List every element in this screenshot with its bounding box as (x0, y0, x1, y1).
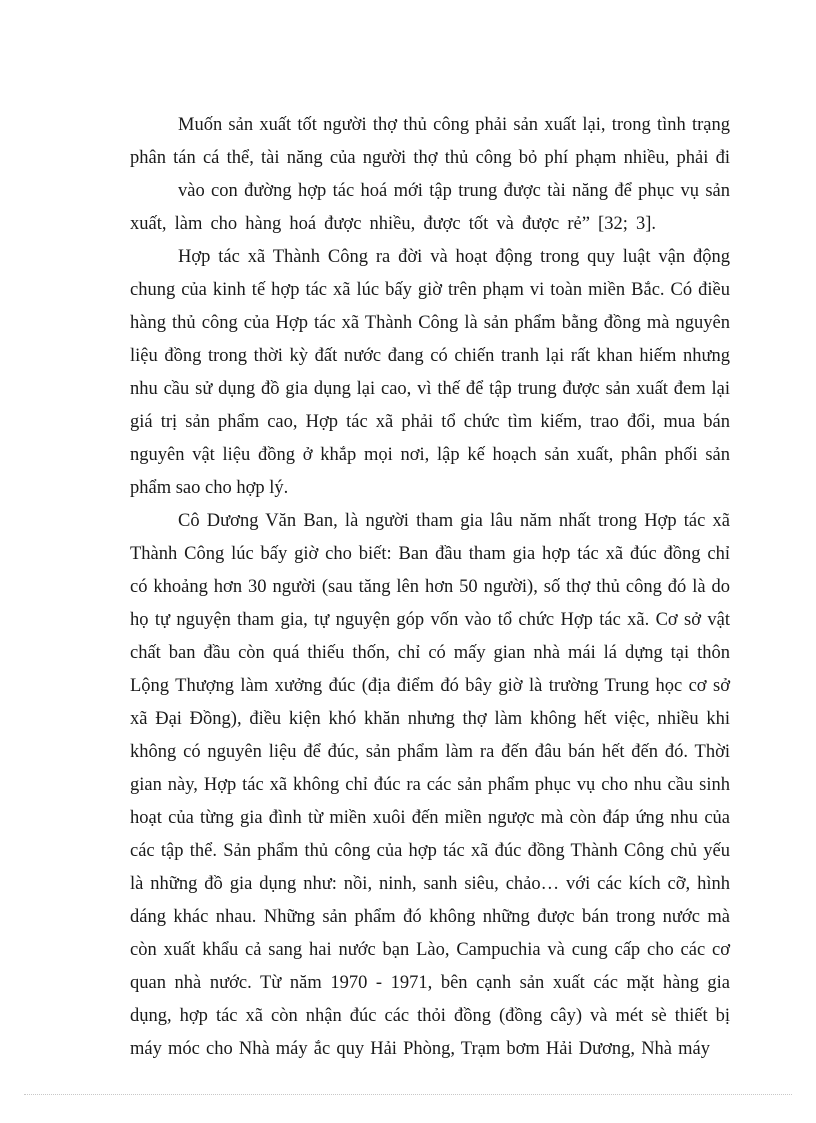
text-line: Muốn sản xuất tốt người thợ thủ công phải sản xuất lại, trong tình trạng (178, 115, 730, 135)
text-line: còn xuất khẩu cả sang hai nước bạn Lào, Campuchia và cung cấp cho các cơ (130, 940, 730, 960)
text-line: phẩm sao cho hợp lý. (130, 478, 289, 498)
text-line: chung của kinh tế hợp tác xã lúc bấy giờ trên phạm vi toàn miền Bắc. Có điều (130, 280, 730, 300)
page-bottom-divider (24, 1094, 792, 1095)
text-line: không có nguyên liệu để đúc, sản phẩm làm ra đến đâu bán hết đến đó. Thời (130, 742, 730, 762)
text-line: quan nhà nước. Từ năm 1970 - 1971, bên cạnh sản xuất các mặt hàng gia (130, 973, 730, 993)
text-line: chất ban đầu còn quá thiếu thốn, chỉ có mấy gian nhà mái lá dựng tại thôn (130, 643, 730, 663)
text-line: gian này, Hợp tác xã không chỉ đúc ra các sản phẩm phục vụ cho nhu cầu sinh (130, 775, 730, 795)
text-line: có khoảng hơn 30 người (sau tăng lên hơn 50 người), số thợ thủ công đó là do (130, 577, 730, 597)
text-line: giá trị sản phẩm cao, Hợp tác xã phải tổ chức tìm kiếm, trao đổi, mua bán (130, 412, 730, 432)
text-line: Hợp tác xã Thành Công ra đời và hoạt động trong quy luật vận động (178, 247, 730, 267)
text-line: xuất, làm cho hàng hoá được nhiều, được tốt và được rẻ” [32; 3]. (130, 214, 656, 234)
text-line: là những đồ gia dụng như: nồi, ninh, sanh siêu, chảo… với các kích cỡ, hình (130, 874, 730, 894)
text-line: hoạt của từng gia đình từ miền xuôi đến miền ngược mà còn đáp ứng nhu của (130, 808, 730, 828)
text-line: Lộng Thượng làm xưởng đúc (địa điểm đó bây giờ là trường Trung học cơ sở (130, 676, 730, 696)
text-line: vào con đường hợp tác hoá mới tập trung được tài năng để phục vụ sản (178, 181, 730, 201)
text-line: họ tự nguyện tham gia, tự nguyện góp vốn vào tổ chức Hợp tác xã. Cơ sở vật (130, 610, 730, 630)
text-line: Thành Công lúc bấy giờ cho biết: Ban đầu tham gia hợp tác xã đúc đồng chỉ (130, 544, 730, 564)
text-line: dụng, hợp tác xã còn nhận đúc các thỏi đồng (đồng cây) và mét sè thiết bị (130, 1006, 730, 1026)
text-line: nguyên vật liệu đồng ở khắp mọi nơi, lập kế hoạch sản xuất, phân phối sản (130, 445, 730, 465)
text-line: máy móc cho Nhà máy ắc quy Hải Phòng, Trạm bơm Hải Dương, Nhà máy (130, 1039, 710, 1059)
text-line: xã Đại Đồng), điều kiện khó khăn nhưng thợ làm không hết việc, nhiều khi (130, 709, 730, 729)
text-line: Cô Dương Văn Ban, là người tham gia lâu năm nhất trong Hợp tác xã (178, 511, 730, 531)
text-line: phân tán cá thể, tài năng của người thợ thủ công bỏ phí phạm nhiều, phải đi (130, 148, 730, 168)
text-line: liệu đồng trong thời kỳ đất nước đang có chiến tranh lại rất khan hiếm nhưng (130, 346, 730, 366)
text-line: nhu cầu sử dụng đồ gia dụng lại cao, vì thế để tập trung được sản xuất đem lại (130, 379, 730, 399)
text-line: hàng thủ công của Hợp tác xã Thành Công là sản phẩm bằng đồng mà nguyên (130, 313, 730, 333)
text-line: dáng khác nhau. Những sản phẩm đó không những được bán trong nước mà (130, 907, 730, 927)
text-line: các tập thể. Sản phẩm thủ công của hợp tác xã đúc đồng Thành Công chủ yếu (130, 841, 730, 861)
